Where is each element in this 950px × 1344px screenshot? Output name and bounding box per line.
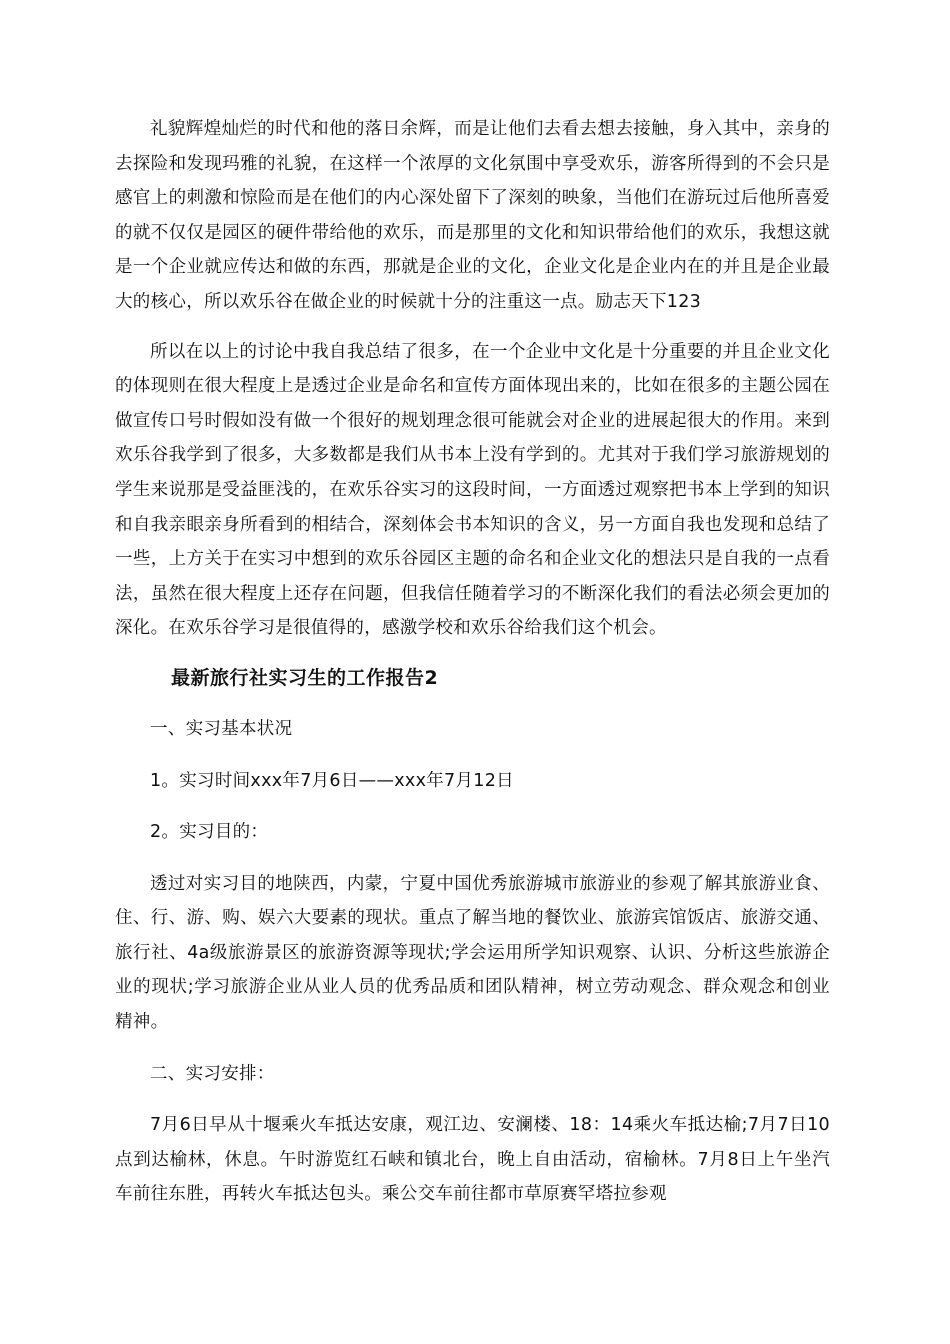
section-title: 二、实习安排： — [150, 1063, 275, 1084]
paragraph-spacer — [115, 646, 830, 661]
body-paragraph: 7月6日早从十堰乘火车抵达安康，观江边、安澜楼、18：14乘火车抵达榆;7月7日10点到达榆林，休息。午时游览红石峡和镇北台，晚上自由活动，宿榆林。7月8日上午坐汽车前往东胜，再转火车抵达包头。乘公交车前往都市草原赛罕塔拉参观 — [115, 1115, 830, 1205]
body-paragraph: 透过对实习目的地陕西，内蒙，宁夏中国优秀旅游城市旅游业的参观了解其旅游业食、住、行、游、购、娱六大要素的现状。重点了解当地的餐饮业、旅游宾馆饭店、旅游交通、旅行社、4a级旅游景区的旅游资源等现状;学会运用所学知识观察、认识、分析这些旅游企业的现状;学习旅游企业从业人员的优秀品质和团队精神，树立劳动观念、群众观念和创业精神。 — [115, 873, 830, 1033]
paragraph-spacer — [115, 320, 830, 335]
section-title: 一、实习基本状况 — [150, 718, 293, 739]
document-page — [115, 112, 830, 1212]
body-paragraph: 所以在以上的讨论中我自我总结了很多，在一个企业中文化是十分重要的并且企业文化的体现则在很大程度上是透过企业是命名和宣传方面体现出来的，比如在很多的主题公园在做宣传口号时假如没有做一个很好的规划理念很可能就会对企业的进展起很大的作用。来到欢乐谷我学到了很多，大多数都是我们从书本上没有学到的。尤其对于我们学习旅游规划的学生来说那是受益匪浅的，在欢乐谷实习的这段时间，一方面透过观察把书本上学到的知识和自我亲眼亲身所看到的相结合，深刻体会书本知识的含义，另一方面自我也发现和总结了一些，上方关于在实习中想到的欢乐谷园区主题的命名和企业文化的想法只是自我的一点看法，虽然在很大程度上还存在问题，但我信任随着学习的不断深化我们的看法必须会更加的深化。在欢乐谷学习是很值得的，感激学校和欢乐谷给我们这个机会。 — [115, 341, 830, 639]
paragraph-spacer — [115, 747, 830, 764]
list-item: 1。实习时间xxx年7月6日——xxx年7月12日 — [150, 770, 514, 791]
list-item: 2。实习目的： — [150, 822, 269, 843]
paragraph-spacer — [115, 695, 830, 712]
body-paragraph: 礼貌辉煌灿烂的时代和他的落日余辉，而是让他们去看去想去接触，身入其中，亲身的去探险和发现玛雅的礼貌，在这样一个浓厚的文化氛围中享受欢乐，游客所得到的不会只是感官上的刺激和惊险而是在他们的内心深处留下了深刻的映象，当他们在游玩过后他所喜爱的就不仅仅是园区的硬件带给他的欢乐，而是那里的文化和知识带给他们的欢乐，我想这就是一个企业就应传达和做的东西，那就是企业的文化，企业文化是企业内在的并且是企业最大的核心，所以欢乐谷在做企业的时候就十分的注重这一点。励志天下123 — [115, 119, 830, 312]
paragraph-spacer — [115, 850, 830, 867]
paragraph-spacer — [115, 1091, 830, 1108]
paragraph-spacer — [115, 798, 830, 815]
paragraph-spacer — [115, 1040, 830, 1057]
report-heading: 最新旅行社实习生的工作报告2 — [171, 666, 439, 689]
